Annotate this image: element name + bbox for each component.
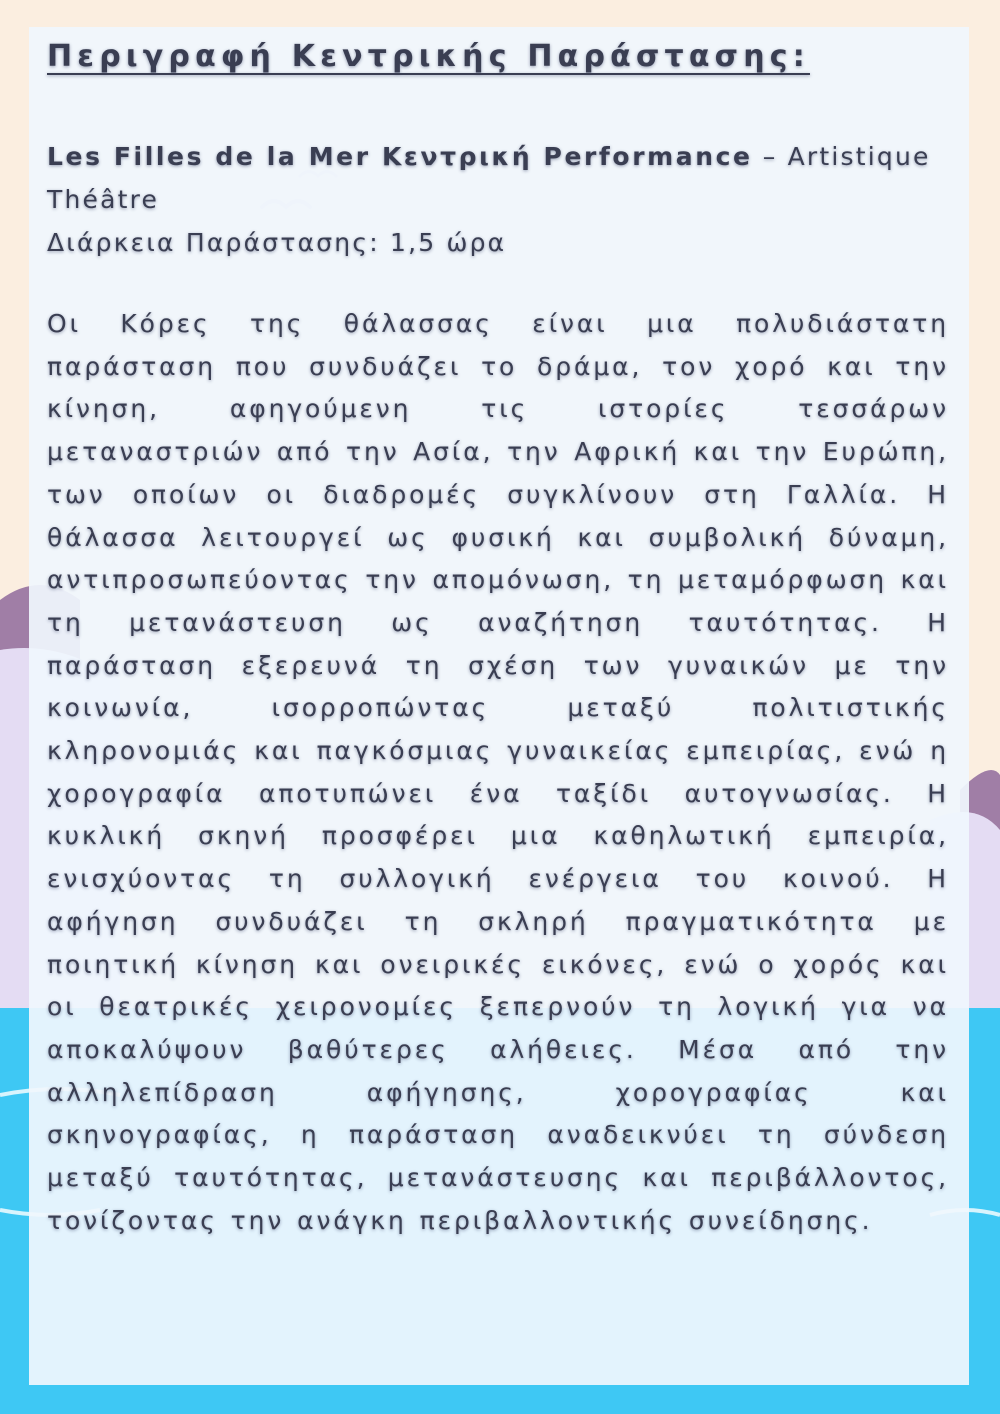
page-title: Περιγραφή Κεντρικής Παράστασης:: [47, 39, 810, 74]
theatre-company: Artistique Théâtre: [47, 142, 931, 214]
title-separator: –: [752, 142, 788, 171]
performance-description: Οι Κόρες της θάλασσας είναι μια πολυδιάστατη παράσταση που συνδυάζει το δράμα, τον χορό και την κίνηση, αφηγούμενη τις ιστορίες τεσσάρων μεταναστριών από την Ασία, την Αφρική και την Ευρώπη, των οποίων οι διαδρομές συγκλίνουν στη Γαλλία. Η θάλασσα λειτουργεί ως φυσική και συμβολική δύναμη, αντιπροσωπεύοντας την απομόνωση, τη μεταμόρφωση και τη μετανάστευση ως αναζήτηση ταυτότητας. Η παράσταση εξερευνά τη σχέση των γυναικών με την κοινωνία, ισορροπώντας μεταξύ πολιτιστικής κληρονομιάς και παγκόσμιας γυναικείας εμπειρίας, ενώ η χορογραφία αποτυπώνει ένα ταξίδι αυτογνωσίας. Η κυκλική σκηνή προσφέρει μια καθηλωτική εμπειρία, ενισχύοντας τη συλλογική ενέργεια του κοινού. Η αφήγηση συνδυάζει τη σκληρή πραγματικότητα με ποιητική κίνηση και ονειρικές εικόνες, ενώ ο χορός και οι θεατρικές χειρονομίες ξεπερνούν τη λογική για να αποκαλύψουν βαθύτερες αλήθειες. Μέσα από την αλληλεπίδραση αφήγησης, χορογραφίας και σκηνογραφίας, η παράσταση αναδεικνύει τη σύνδεση μεταξύ ταυτότητας, μετανάστευσης και περιβάλλοντος, τονίζοντας την ανάγκη περιβαλλοντικής συνείδησης.: [47, 309, 949, 1235]
show-info: [47, 135, 949, 264]
performance-description-section: [47, 30, 949, 1242]
show-duration: Διάρκεια Παράστασης: 1,5 ώρα: [47, 228, 507, 257]
show-title: Les Filles de la Mer Κεντρική Performance: [47, 142, 753, 171]
